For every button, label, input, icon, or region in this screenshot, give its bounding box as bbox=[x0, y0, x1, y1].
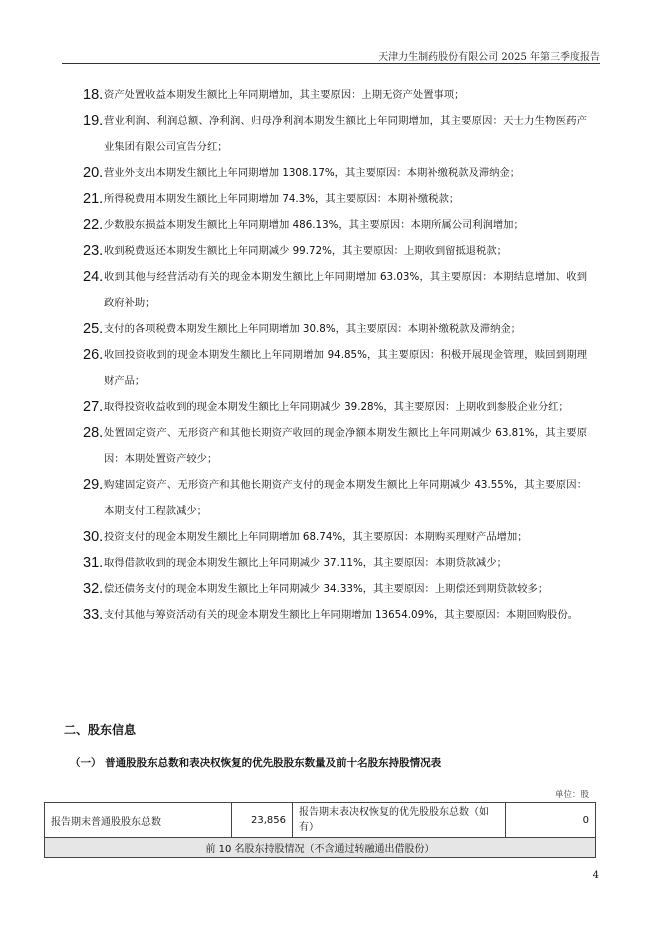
list-item bbox=[83, 472, 587, 524]
item-number: 32. bbox=[83, 581, 104, 597]
item-text: 收回投资收到的现金本期发生额比上年同期增加 94.85%，其主要原因：积极开展现金管理，赎回到期理财产品； bbox=[104, 349, 587, 387]
list-item bbox=[83, 602, 587, 628]
list-item bbox=[83, 550, 587, 576]
item-number: 30. bbox=[83, 529, 104, 545]
list-item bbox=[83, 524, 587, 550]
table-row bbox=[45, 803, 596, 838]
table-cell-value: 23,856 bbox=[232, 803, 293, 838]
table-cell-label: 报告期末普通股股东总数 bbox=[45, 803, 232, 838]
item-text: 购建固定资产、无形资产和其他长期资产支付的现金本期发生额比上年同期减少 43.55%，其主要原因：本期支付工程款减少； bbox=[104, 479, 587, 517]
item-number: 33. bbox=[83, 607, 104, 623]
item-text: 收到税费返还本期发生额比上年同期减少 99.72%，其主要原因：上期收到留抵退税款； bbox=[104, 245, 507, 257]
item-number: 22. bbox=[83, 217, 104, 233]
item-number: 29. bbox=[83, 477, 104, 493]
item-text: 投资支付的现金本期发生额比上年同期增加 68.74%，其主要原因：本期购买理财产品增加； bbox=[104, 531, 528, 543]
table-span-header: 前 10 名股东持股情况（不含通过转融通出借股份） bbox=[45, 838, 596, 858]
item-text: 营业外支出本期发生额比上年同期增加 1308.17%，其主要原因：本期补缴税款及滞纳金； bbox=[104, 167, 521, 179]
item-number: 24. bbox=[83, 269, 104, 285]
item-text: 营业利润、利润总额、净利润、归母净利润本期发生额比上年同期增加，其主要原因：天士力生物医药产业集团有限公司宣告分红； bbox=[104, 115, 587, 153]
item-number: 26. bbox=[83, 347, 104, 363]
item-text: 资产处置收益本期发生额比上年同期增加，其主要原因：上期无资产处置事项； bbox=[104, 89, 465, 101]
shareholder-table bbox=[44, 802, 596, 858]
header-divider bbox=[62, 63, 600, 64]
page-number: 4 bbox=[592, 870, 599, 881]
list-item bbox=[83, 160, 587, 186]
list-item bbox=[83, 576, 587, 602]
item-number: 21. bbox=[83, 191, 104, 207]
table-cell-label: 报告期末表决权恢复的优先股股东总数（如有） bbox=[293, 803, 506, 838]
item-text: 收到其他与经营活动有关的现金本期发生额比上年同期增加 63.03%，其主要原因：本期结息增加、收到政府补助； bbox=[104, 271, 587, 309]
list-item bbox=[83, 420, 587, 472]
item-number: 25. bbox=[83, 321, 104, 337]
page-header: 天津力生制药股份有限公司 2025 年第三季度报告 bbox=[378, 52, 600, 63]
list-item bbox=[83, 108, 587, 160]
item-number: 23. bbox=[83, 243, 104, 259]
item-text: 偿还债务支付的现金本期发生额比上年同期减少 34.33%，其主要原因：上期偿还到期贷款较多； bbox=[104, 583, 549, 595]
item-text: 所得税费用本期发生额比上年同期增加 74.3%，其主要原因：本期补缴税款； bbox=[104, 193, 460, 205]
unit-label: 单位：股 bbox=[554, 790, 589, 800]
item-number: 27. bbox=[83, 399, 104, 415]
item-text: 取得投资收益收到的现金本期发生额比上年同期减少 39.28%，其主要原因：上期收到参股企业分红； bbox=[104, 401, 569, 413]
list-item bbox=[83, 238, 587, 264]
item-number: 18. bbox=[83, 87, 104, 103]
list-item bbox=[83, 82, 587, 108]
item-number: 19. bbox=[83, 113, 104, 129]
table-cell-value: 0 bbox=[506, 803, 596, 838]
item-text: 支付其他与筹资活动有关的现金本期发生额比上年同期增加 13654.09%，其主要原因：本期回购股份。 bbox=[104, 609, 579, 621]
item-number: 31. bbox=[83, 555, 104, 571]
list-item bbox=[83, 264, 587, 316]
table-row bbox=[45, 838, 596, 858]
list-item bbox=[83, 212, 587, 238]
item-number: 20. bbox=[83, 165, 104, 181]
item-text: 少数股东损益本期发生额比上年同期增加 486.13%，其主要原因：本期所属公司利润增加； bbox=[104, 219, 524, 231]
item-text: 支付的各项税费本期发生额比上年同期增加 30.8%，其主要原因：本期补缴税款及滞纳金； bbox=[104, 323, 521, 335]
list-item bbox=[83, 394, 587, 420]
item-text: 处置固定资产、无形资产和其他长期资产收回的现金净额本期发生额比上年同期减少 63.81%，其主要原因：本期处置资产较少； bbox=[104, 427, 587, 465]
list-item bbox=[83, 316, 587, 342]
list-item bbox=[83, 186, 587, 212]
list-item bbox=[83, 342, 587, 394]
item-number: 28. bbox=[83, 425, 104, 441]
section-title: 二、股东信息 bbox=[64, 723, 137, 737]
subsection-title: （一） 普通股股东总数和表决权恢复的优先股股东数量及前十名股东持股情况表 bbox=[70, 757, 442, 769]
item-text: 取得借款收到的现金本期发生额比上年同期减少 37.11%，其主要原因：本期贷款减少； bbox=[104, 557, 507, 569]
change-explanation-list bbox=[83, 82, 587, 628]
